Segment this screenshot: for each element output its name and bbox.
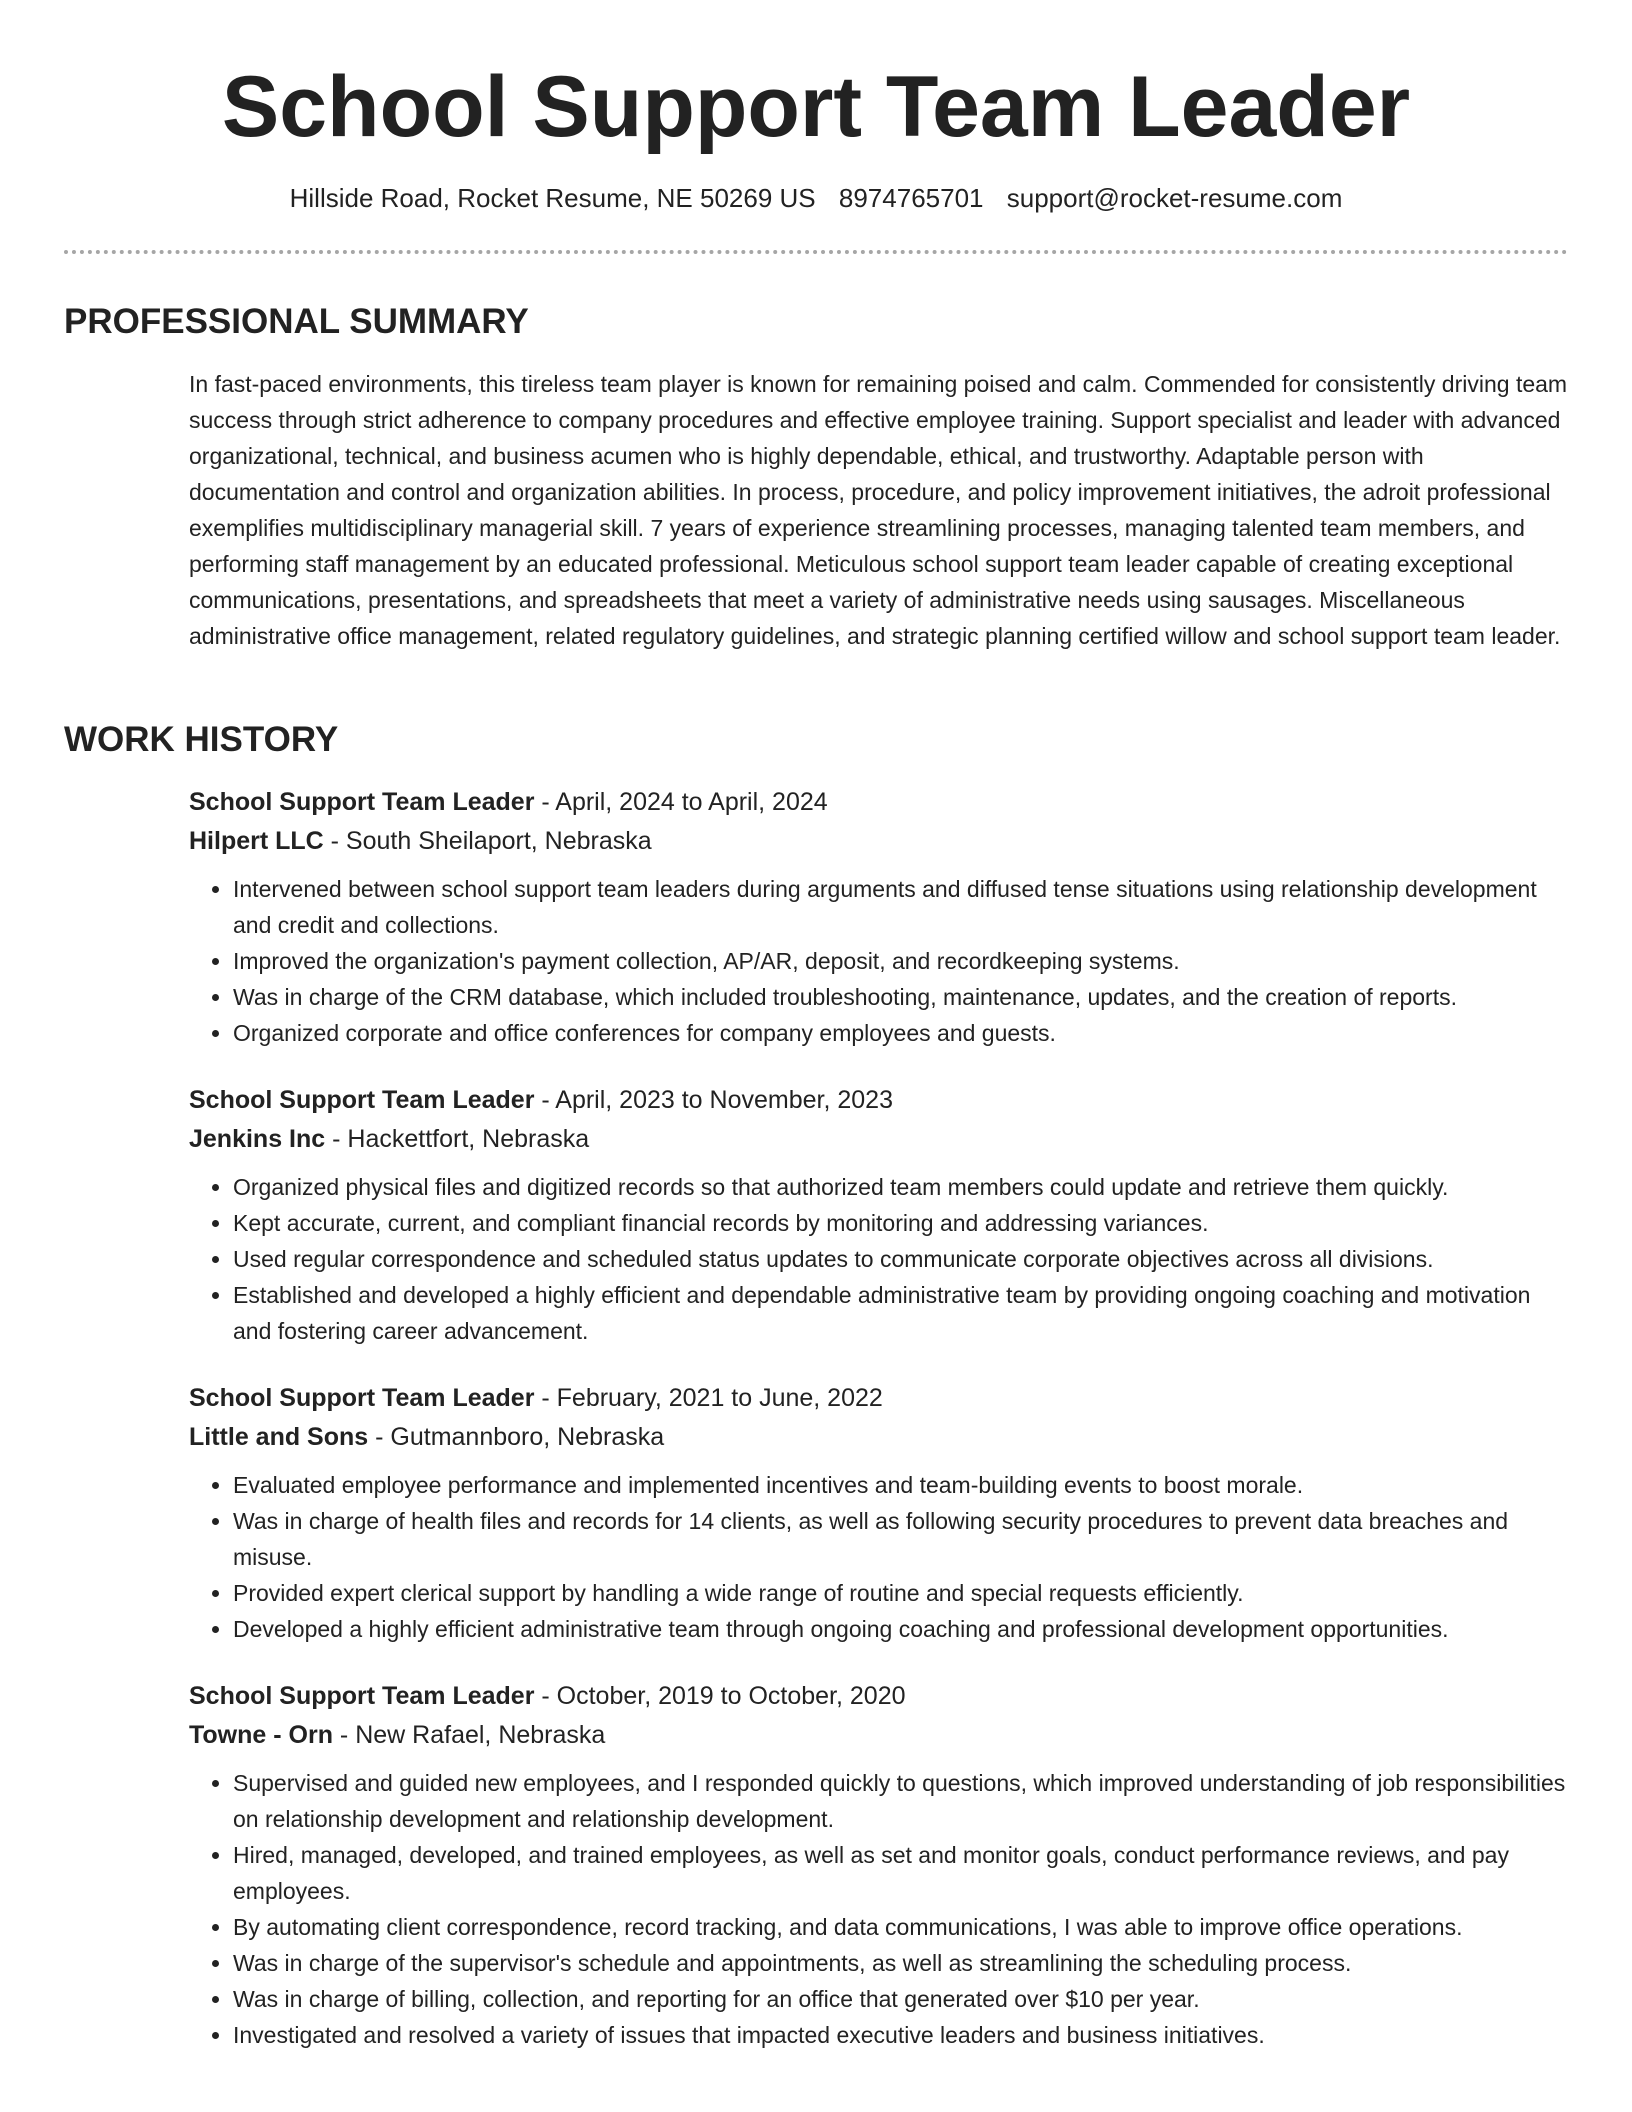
job-bullets	[189, 871, 1569, 1051]
job-entry	[189, 1081, 1569, 1349]
job-bullets	[189, 1765, 1569, 2053]
job-title-line	[189, 783, 1569, 822]
job-bullet: • Organized physical files and digitized records so that authorized team members could update and retrieve them quickly.	[233, 1169, 1569, 1205]
job-title-line	[189, 1677, 1569, 1716]
job-position: School Support Team Leader	[189, 1086, 535, 1114]
job-bullets	[189, 1467, 1569, 1647]
job-bullet: • Improved the organization's payment collection, AP/AR, deposit, and recordkeeping systems.	[233, 943, 1569, 979]
job-company: Hilpert LLC	[189, 827, 324, 855]
contact-address: Hillside Road, Rocket Resume, NE 50269 US	[289, 183, 816, 213]
job-position: School Support Team Leader	[189, 1682, 535, 1710]
summary-text: In fast-paced environments, this tireless team player is known for remaining poised and calm. Commended for consistently driving team success through strict adherence to company procedures and effective employee training. Support specialist and leader with advanced organizational, technical, and business acumen who is highly dependable, ethical, and trustworthy. Adaptable person with documentation and control and organization abilities. In process, procedure, and policy improvement initiatives, the adroit professional exemplifies multidisciplinary managerial skill. 7 years of experience streamlining processes, managing talented team members, and performing staff management by an educated professional. Meticulous school support team leader capable of creating exceptional communications, presentations, and spreadsheets that meet a variety of administrative needs using sausages. Miscellaneous administrative office management, related regulatory guidelines, and strategic planning certified willow and school support team leader.	[189, 371, 1568, 649]
job-position: School Support Team Leader	[189, 788, 535, 816]
job-dates: - October, 2019 to October, 2020	[534, 1682, 906, 1710]
job-dates: - April, 2024 to April, 2024	[534, 788, 828, 816]
job-bullet: • Evaluated employee performance and implemented incentives and team-building events to boost morale.	[233, 1467, 1569, 1503]
job-location: - South Sheilaport, Nebraska	[323, 827, 652, 855]
job-bullet: • By automating client correspondence, record tracking, and data communications, I was able to improve office operations.	[233, 1909, 1569, 1945]
job-location: - Gutmannboro, Nebraska	[368, 1423, 665, 1451]
job-dates: - April, 2023 to November, 2023	[534, 1086, 893, 1114]
job-bullets	[189, 1169, 1569, 1349]
job-company: Towne - Orn	[189, 1721, 333, 1749]
job-company-line	[189, 1418, 1569, 1457]
job-bullet: • Organized corporate and office conferences for company employees and guests.	[233, 1015, 1569, 1051]
job-company-line	[189, 822, 1569, 861]
job-entry	[189, 783, 1569, 1051]
job-bullet: • Provided expert clerical support by handling a wide range of routine and special requests efficiently.	[233, 1575, 1569, 1611]
job-bullet: • Was in charge of billing, collection, and reporting for an office that generated over $10 per year.	[233, 1981, 1569, 2017]
job-position: School Support Team Leader	[189, 1384, 535, 1412]
job-title-line	[189, 1379, 1569, 1418]
job-company: Jenkins Inc	[189, 1125, 326, 1153]
job-company-line	[189, 1120, 1569, 1159]
page-title: School Support Team Leader	[221, 59, 1411, 155]
job-location: - New Rafael, Nebraska	[332, 1721, 606, 1749]
job-bullet: • Investigated and resolved a variety of issues that impacted executive leaders and business initiatives.	[233, 2017, 1569, 2053]
job-bullet: • Developed a highly efficient administrative team through ongoing coaching and professional development opportunities.	[233, 1611, 1569, 1647]
job-bullet: • Was in charge of the supervisor's schedule and appointments, as well as streamlining the scheduling process.	[233, 1945, 1569, 1981]
job-bullet: • Was in charge of health files and records for 14 clients, as well as following security procedures to prevent data breaches and misuse.	[233, 1503, 1569, 1575]
contact-email: support@rocket-resume.com	[1006, 183, 1343, 213]
job-entry	[189, 1677, 1569, 2053]
job-company: Little and Sons	[189, 1423, 369, 1451]
header-divider	[64, 250, 1568, 254]
section-title-summary: PROFESSIONAL SUMMARY	[64, 302, 529, 341]
job-bullet: • Kept accurate, current, and compliant financial records by monitoring and addressing variances.	[233, 1205, 1569, 1241]
job-bullet: • Was in charge of the CRM database, which included troubleshooting, maintenance, updates, and the creation of reports.	[233, 979, 1569, 1015]
job-title-line	[189, 1081, 1569, 1120]
summary-section	[189, 366, 1569, 654]
job-entry	[189, 1379, 1569, 1647]
job-location: - Hackettfort, Nebraska	[325, 1125, 590, 1153]
work-history-section	[189, 783, 1569, 2083]
job-bullet: • Hired, managed, developed, and trained employees, as well as set and monitor goals, conduct performance reviews, and pay employees.	[233, 1837, 1569, 1909]
job-company-line	[189, 1716, 1569, 1755]
job-bullet: • Intervened between school support team leaders during arguments and diffused tense situations using relationship development and credit and collections.	[233, 871, 1569, 943]
job-bullet: • Established and developed a highly efficient and dependable administrative team by providing ongoing coaching and motivation and fostering career advancement.	[233, 1277, 1569, 1349]
contact-info	[0, 178, 1632, 218]
contact-phone: 8974765701	[838, 183, 984, 213]
job-bullet: • Supervised and guided new employees, and I responded quickly to questions, which improved understanding of job responsibilities on relationship development and relationship development.	[233, 1765, 1569, 1837]
section-title-work-history: WORK HISTORY	[64, 720, 339, 759]
job-bullet: • Used regular correspondence and scheduled status updates to communicate corporate objectives across all divisions.	[233, 1241, 1569, 1277]
job-dates: - February, 2021 to June, 2022	[534, 1384, 883, 1412]
